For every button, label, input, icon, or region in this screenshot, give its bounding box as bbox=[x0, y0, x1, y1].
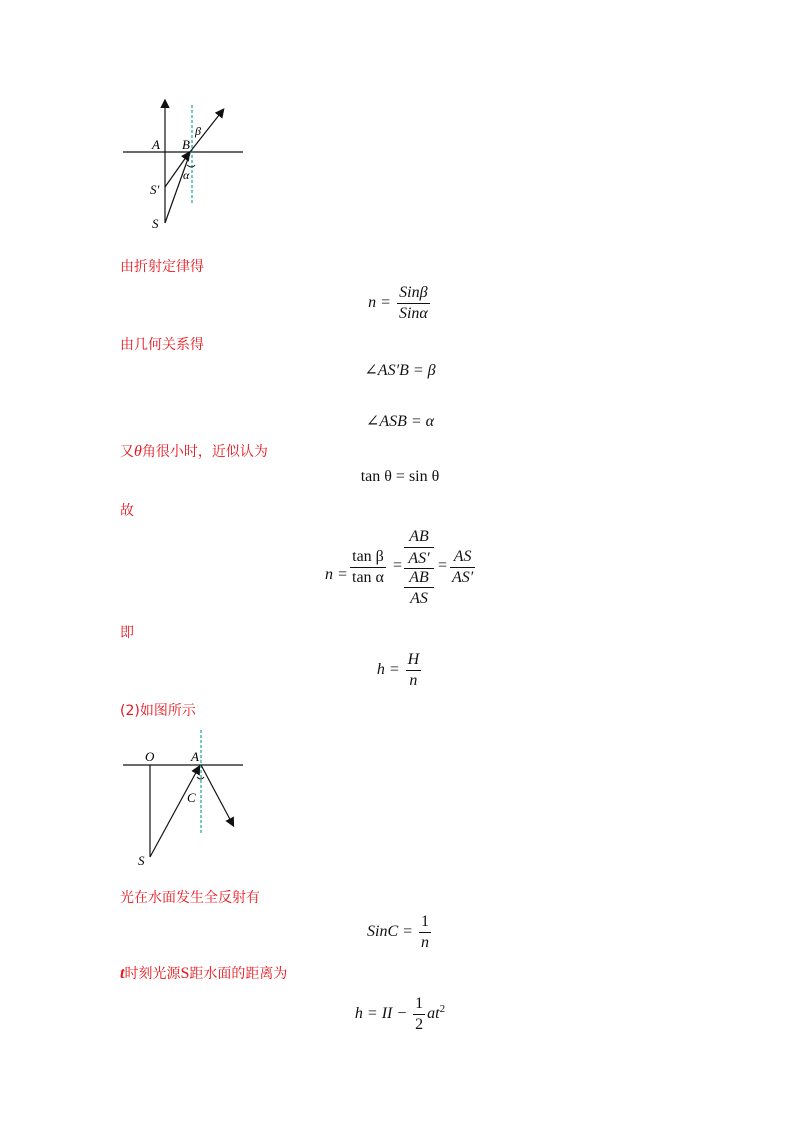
alpha-arc bbox=[187, 165, 195, 167]
equation-angle-ASB: ∠ASB = α bbox=[365, 413, 435, 430]
label-beta: β bbox=[195, 124, 201, 138]
frac-tan: $\frac{\text{tan β}}{\text{tan α}}$ bbox=[352, 548, 384, 586]
label-A: A bbox=[152, 137, 160, 152]
equation-sinC: SinC = $\frac{1}{n}$ bbox=[367, 913, 429, 951]
frac-bot-AS: AS bbox=[410, 590, 428, 607]
text-therefore: 故 bbox=[120, 503, 134, 519]
label-S-prime: S′ bbox=[150, 182, 160, 197]
equation-h-H-n: h = $\frac{H}{n}$ bbox=[376, 651, 420, 689]
equation-n-ratio: n = bbox=[325, 566, 348, 583]
text-part2: (2)如图所示 bbox=[120, 703, 196, 719]
frac-mid-AB: AB bbox=[404, 569, 434, 588]
text-refraction-law: 由折射定律得 bbox=[120, 259, 204, 275]
text-total-reflection: 光在水面发生全反射有 bbox=[120, 890, 260, 906]
equation-h-t: h = II − $\frac{1}{2}$ $at^2$ bbox=[354, 995, 446, 1033]
equation-angle-ASprimeB: ∠AS′B = β bbox=[364, 362, 436, 379]
equals-2: = bbox=[438, 557, 448, 574]
frac-top-AB: AB bbox=[404, 527, 434, 548]
label-S: S bbox=[152, 216, 159, 231]
label-B: B bbox=[182, 137, 190, 152]
label-O: O bbox=[145, 749, 155, 764]
text-namely: 即 bbox=[120, 625, 134, 641]
incident-ray bbox=[150, 767, 199, 857]
label-C: C bbox=[187, 790, 196, 805]
incident-ray bbox=[165, 153, 190, 223]
label-A: A bbox=[191, 749, 199, 764]
text-small-angle: 又θ角很小时，近似认为 bbox=[120, 443, 268, 460]
frac-mid-ASprime: AS′ bbox=[404, 550, 434, 569]
equation-tan-sin: tan θ = sin θ bbox=[360, 468, 440, 485]
frac-AS-ASprime: $\frac{AS}{AS'}$ bbox=[452, 548, 474, 586]
label-S: S bbox=[138, 853, 145, 868]
text-time-distance: t时刻光源S距水面的距离为 bbox=[120, 965, 288, 982]
equals-1: = bbox=[393, 557, 403, 574]
total-reflection-diagram bbox=[115, 725, 250, 870]
refraction-diagram bbox=[115, 95, 250, 235]
label-alpha: α bbox=[183, 168, 190, 182]
text-geometry: 由几何关系得 bbox=[120, 337, 204, 353]
equation-n-sin: n = $\frac{\text{Sinβ}}{\text{Sinα}}$ bbox=[368, 284, 428, 322]
reflected-ray bbox=[201, 765, 233, 825]
